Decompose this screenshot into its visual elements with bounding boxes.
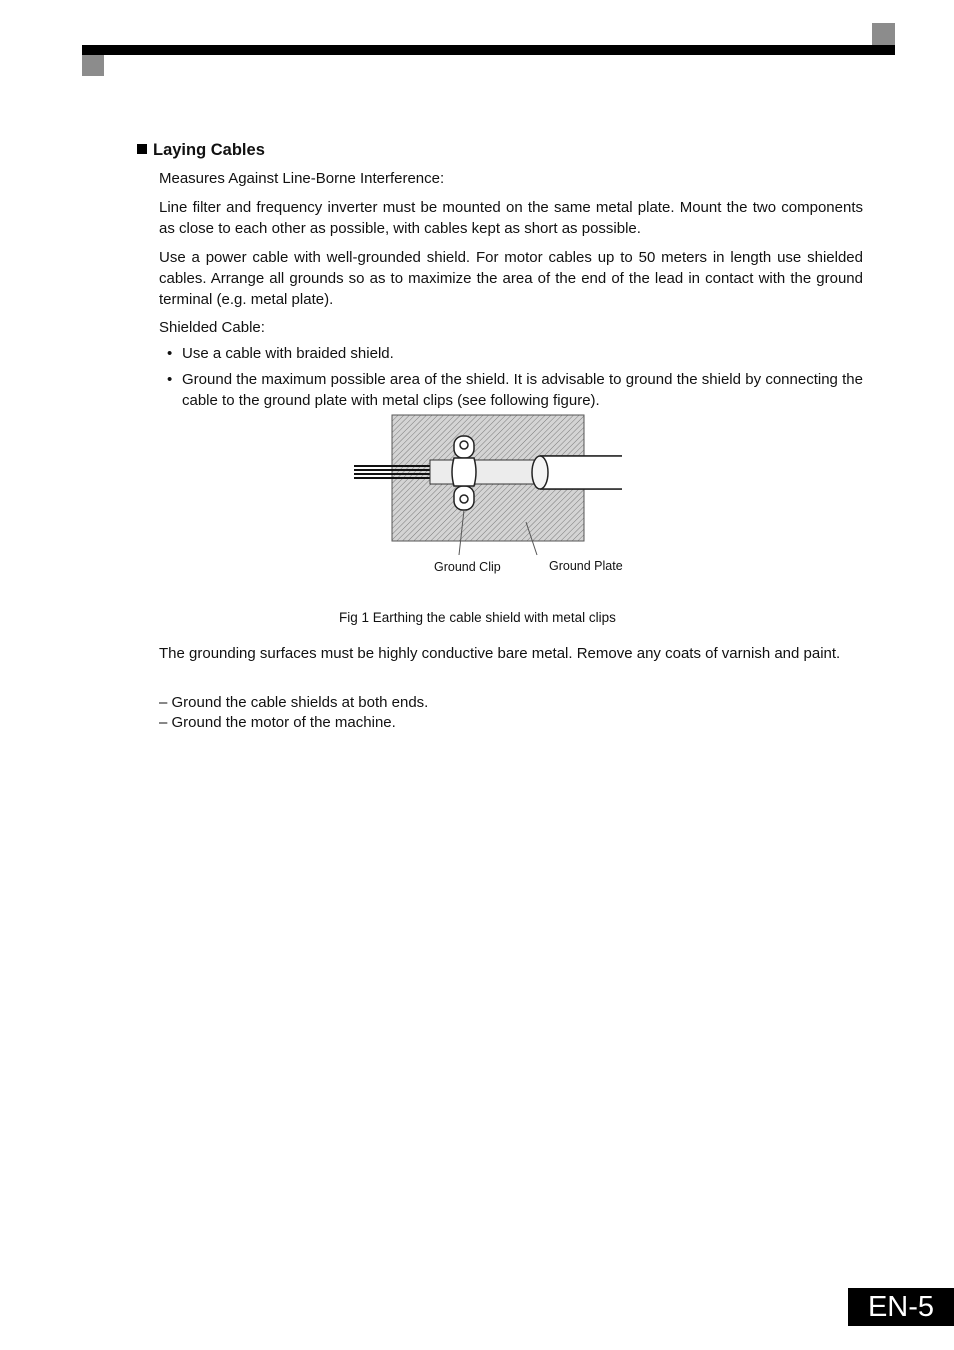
figure-caption: Fig 1 Earthing the cable shield with metal clips bbox=[339, 610, 616, 625]
bullet-text: Ground the maximum possible area of the shield. It is advisable to ground the shield by connecting the cable to the ground plate with metal clips (see following figure). bbox=[182, 371, 863, 409]
paragraph-shielded: Shielded Cable: bbox=[159, 319, 265, 336]
paragraph-measures: Measures Against Line-Borne Interference: bbox=[159, 170, 445, 187]
section-title: Laying Cables bbox=[153, 141, 265, 159]
paragraph-power-cable: Use a power cable with well-grounded shield. For motor cables up to 50 meters in length use shielded cables. Arrange all grounds so as to maximize the area of the end of the lead in contact with the ground terminal (e.g. metal plate). bbox=[159, 249, 863, 308]
paragraph-grounding-surfaces: The grounding surfaces must be highly conductive bare metal. Remove any coats of varnish and paint. bbox=[159, 645, 841, 662]
header-tab-block bbox=[82, 55, 104, 76]
label-ground-plate: Ground Plate bbox=[549, 559, 623, 573]
bullet-item bbox=[167, 343, 863, 364]
dash-item: – Ground the cable shields at both ends. bbox=[159, 694, 429, 711]
header-bar bbox=[82, 45, 895, 55]
cable-jacket-end bbox=[532, 456, 548, 489]
bullet-item bbox=[167, 369, 863, 411]
bullet-dot-icon: • bbox=[167, 371, 173, 388]
cable-shield bbox=[430, 460, 540, 484]
header-corner-block bbox=[872, 23, 895, 45]
dash-item: – Ground the motor of the machine. bbox=[159, 714, 396, 731]
bullet-dot-icon: • bbox=[167, 345, 173, 362]
square-bullet-icon bbox=[137, 144, 147, 154]
page-number: EN-5 bbox=[848, 1288, 954, 1326]
paragraph-mount: Line filter and frequency inverter must be mounted on the same metal plate. Mount the two components as close to each other as possible, with cables kept as short as possible. bbox=[159, 199, 863, 237]
ground-clip-figure bbox=[350, 412, 630, 582]
label-ground-clip: Ground Clip bbox=[434, 560, 501, 574]
cable-clip-illustration bbox=[350, 412, 630, 582]
ground-clip bbox=[452, 436, 476, 510]
section-heading bbox=[137, 141, 265, 160]
bullet-text: Use a cable with braided shield. bbox=[182, 345, 394, 362]
